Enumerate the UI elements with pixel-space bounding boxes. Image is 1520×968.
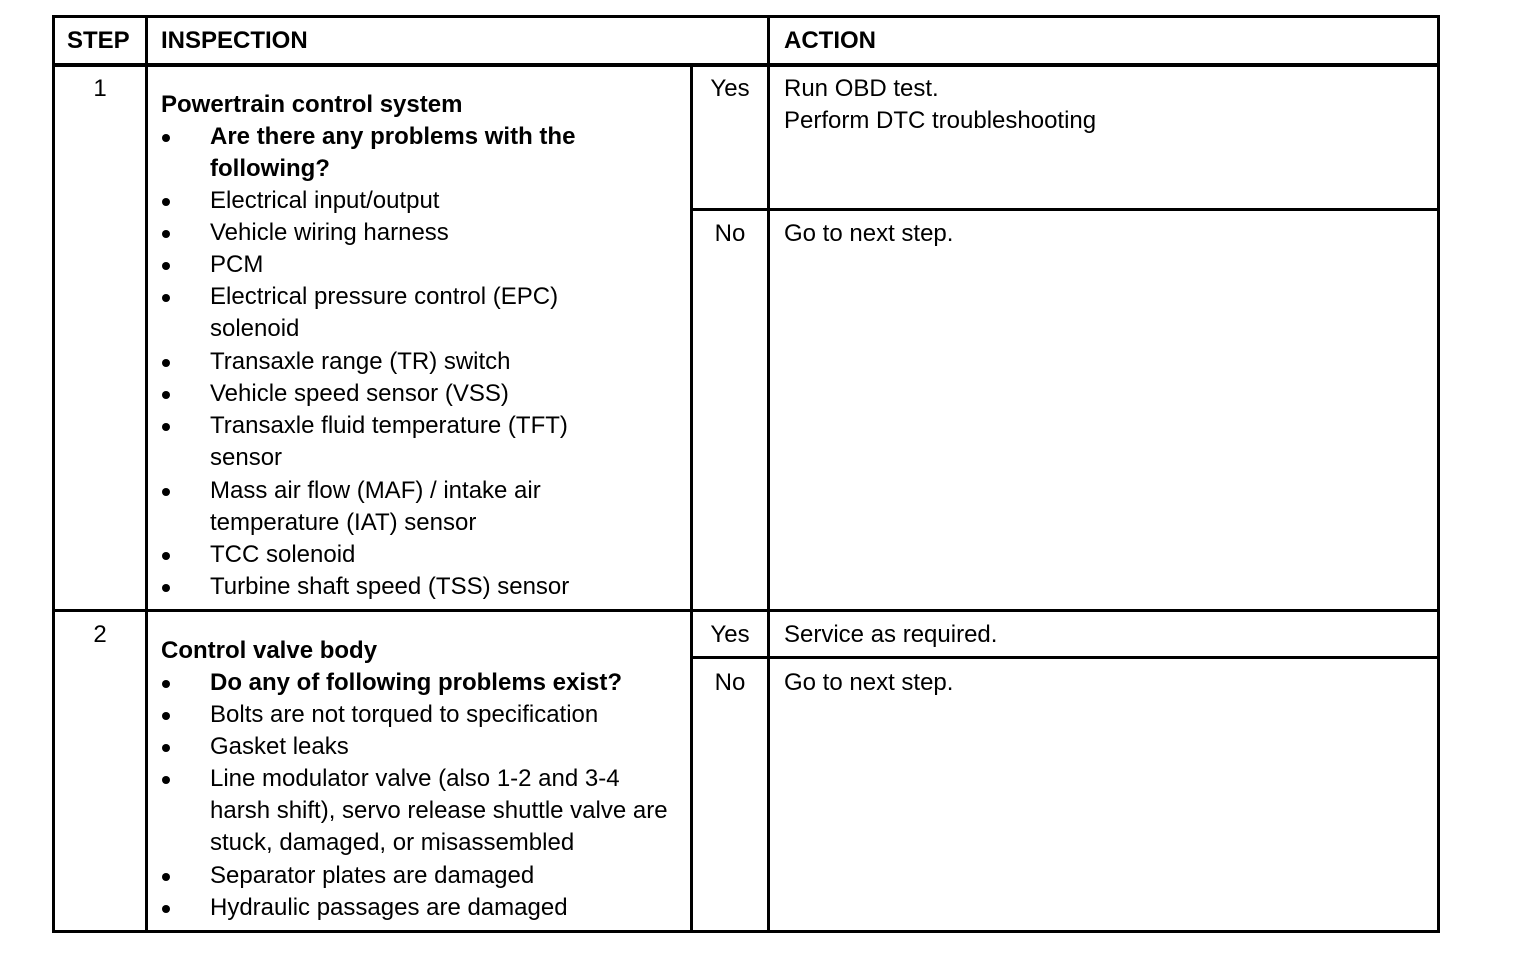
bullet-icon bbox=[162, 584, 170, 592]
bullet-icon bbox=[162, 423, 170, 431]
row1-item: Vehicle speed sensor (VSS) bbox=[210, 380, 509, 407]
bullet-icon bbox=[162, 230, 170, 238]
bullet-icon bbox=[162, 198, 170, 206]
table-border-right bbox=[1437, 15, 1440, 933]
bullet-icon bbox=[162, 552, 170, 560]
row1-item: Electrical pressure control (EPC) solenoid bbox=[210, 283, 559, 342]
row1-question: Are there any problems with the following? bbox=[210, 123, 576, 182]
action-column-divider bbox=[767, 15, 770, 933]
row2-no-label: No bbox=[714, 669, 746, 696]
row1-item: PCM bbox=[210, 251, 264, 278]
row2-item: Bolts are not torqued to specification bbox=[210, 701, 599, 728]
row1-step-number: 1 bbox=[93, 75, 107, 102]
row1-no-label: No bbox=[714, 220, 746, 247]
row1-yes-no-divider bbox=[690, 208, 1440, 211]
bullet-icon bbox=[162, 905, 170, 913]
header-action: ACTION bbox=[784, 27, 876, 54]
bullet-icon bbox=[162, 488, 170, 496]
row1-item: Transaxle range (TR) switch bbox=[210, 348, 511, 375]
row2-step-number: 2 bbox=[93, 621, 107, 648]
bullet-icon bbox=[162, 776, 170, 784]
bullet-icon bbox=[162, 262, 170, 270]
row1-item: Vehicle wiring harness bbox=[210, 219, 449, 246]
header-bottom-border bbox=[52, 63, 1440, 67]
row1-item: Turbine shaft speed (TSS) sensor bbox=[210, 573, 570, 600]
bullet-icon bbox=[162, 391, 170, 399]
row1-title: Powertrain control system bbox=[161, 91, 463, 118]
row2-item: Line modulator valve (also 1-2 and 3-4 harsh shift), servo release shuttle valve are stuck, damaged, or misassembled bbox=[210, 765, 668, 856]
header-inspection: INSPECTION bbox=[161, 27, 308, 54]
row1-item: TCC solenoid bbox=[210, 541, 356, 568]
row2-yes-no-divider bbox=[690, 656, 1440, 659]
row2-item: Separator plates are damaged bbox=[210, 862, 535, 889]
inspection-column-divider bbox=[690, 65, 693, 933]
bullet-icon bbox=[162, 873, 170, 881]
row-divider bbox=[52, 609, 1440, 612]
row2-item: Gasket leaks bbox=[210, 733, 349, 760]
row2-no-action: Go to next step. bbox=[784, 669, 954, 696]
step-column-divider bbox=[145, 15, 148, 933]
row2-question: Do any of following problems exist? bbox=[210, 669, 623, 696]
row1-item: Electrical input/output bbox=[210, 187, 440, 214]
row1-item: Transaxle fluid temperature (TFT) sensor bbox=[210, 412, 568, 471]
bullet-icon bbox=[162, 294, 170, 302]
table-border-bottom bbox=[52, 930, 1440, 933]
row2-title: Control valve body bbox=[161, 637, 378, 664]
bullet-icon bbox=[162, 134, 170, 142]
row1-yes-label: Yes bbox=[710, 75, 750, 102]
row2-yes-label: Yes bbox=[710, 621, 750, 648]
row1-yes-action-line1: Run OBD test. bbox=[784, 75, 939, 102]
header-step: STEP bbox=[67, 27, 130, 54]
row2-item: Hydraulic passages are damaged bbox=[210, 894, 568, 921]
bullet-icon bbox=[162, 744, 170, 752]
bullet-icon bbox=[162, 712, 170, 720]
row1-no-action: Go to next step. bbox=[784, 220, 954, 247]
table-border-left bbox=[52, 15, 55, 933]
table-border-top bbox=[52, 15, 1440, 18]
bullet-icon bbox=[162, 359, 170, 367]
row2-yes-action: Service as required. bbox=[784, 621, 998, 648]
bullet-icon bbox=[162, 680, 170, 688]
row1-yes-action-line2: Perform DTC troubleshooting bbox=[784, 107, 1097, 134]
row1-item: Mass air flow (MAF) / intake air temperature (IAT) sensor bbox=[210, 477, 541, 536]
